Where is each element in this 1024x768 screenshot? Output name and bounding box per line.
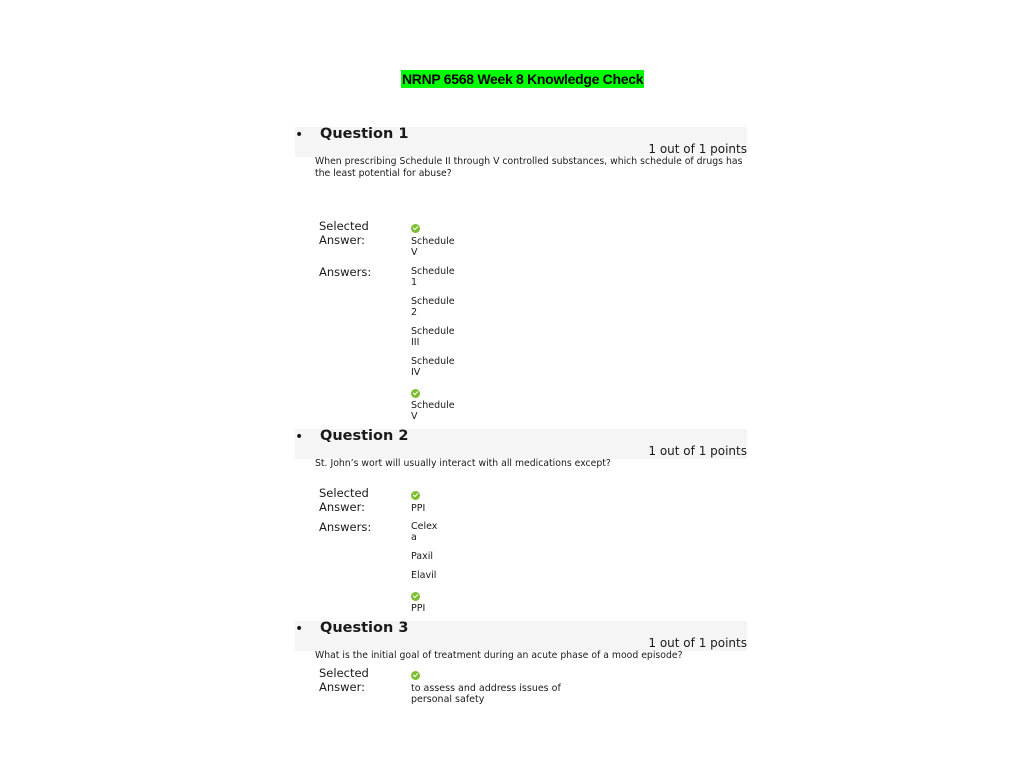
bullet: • (295, 429, 304, 445)
answers-label: Answers: (319, 520, 372, 534)
check-circle-icon (411, 671, 420, 680)
selected-answer-value: to assess and address issues of personal safety (411, 683, 561, 705)
selected-answer-value: PPI (411, 503, 426, 514)
question-title: Question 2 (320, 428, 409, 444)
question-points: 1 out of 1 points (648, 444, 747, 458)
bullet: • (295, 621, 304, 637)
answer-option: Schedule 2 (411, 296, 455, 318)
selected-answer-label-line2: Answer: (319, 500, 366, 514)
selected-answer-label-line1: Selected (319, 666, 369, 680)
question-title: Question 1 (320, 126, 409, 142)
question-text: St. John’s wort will usually interact with all medications except? (315, 458, 611, 469)
answer-option: Schedule IV (411, 356, 455, 378)
answer-option: Elavil (411, 570, 437, 581)
question-title: Question 3 (320, 620, 409, 636)
check-circle-icon (411, 491, 420, 500)
question-points: 1 out of 1 points (648, 142, 747, 156)
document-title: NRNP 6568 Week 8 Knowledge Check (402, 71, 644, 87)
selected-answer-label-line2: Answer: (319, 233, 366, 247)
selected-answer-value: Schedule V (411, 236, 455, 258)
answer-option: Schedule III (411, 326, 455, 348)
answer-option-correct: Schedule V (411, 400, 455, 422)
check-circle-icon (411, 592, 420, 601)
question-text: What is the initial goal of treatment during an acute phase of a mood episode? (315, 650, 683, 661)
answer-option: Paxil (411, 551, 434, 562)
answer-option-correct: PPI (411, 603, 426, 614)
check-circle-icon (411, 224, 420, 233)
selected-answer-label-line2: Answer: (319, 680, 366, 694)
check-circle-icon (411, 389, 420, 398)
bullet: • (295, 127, 304, 143)
question-points: 1 out of 1 points (648, 636, 747, 650)
selected-answer-label-line1: Selected (319, 219, 369, 233)
answer-option: Schedule 1 (411, 266, 455, 288)
answers-label: Answers: (319, 265, 372, 279)
selected-answer-label-line1: Selected (319, 486, 369, 500)
answer-option: Celexa (411, 521, 438, 543)
question-text: When prescribing Schedule II through V controlled substances, which schedule of drugs has the least potential for abuse? (315, 156, 743, 179)
